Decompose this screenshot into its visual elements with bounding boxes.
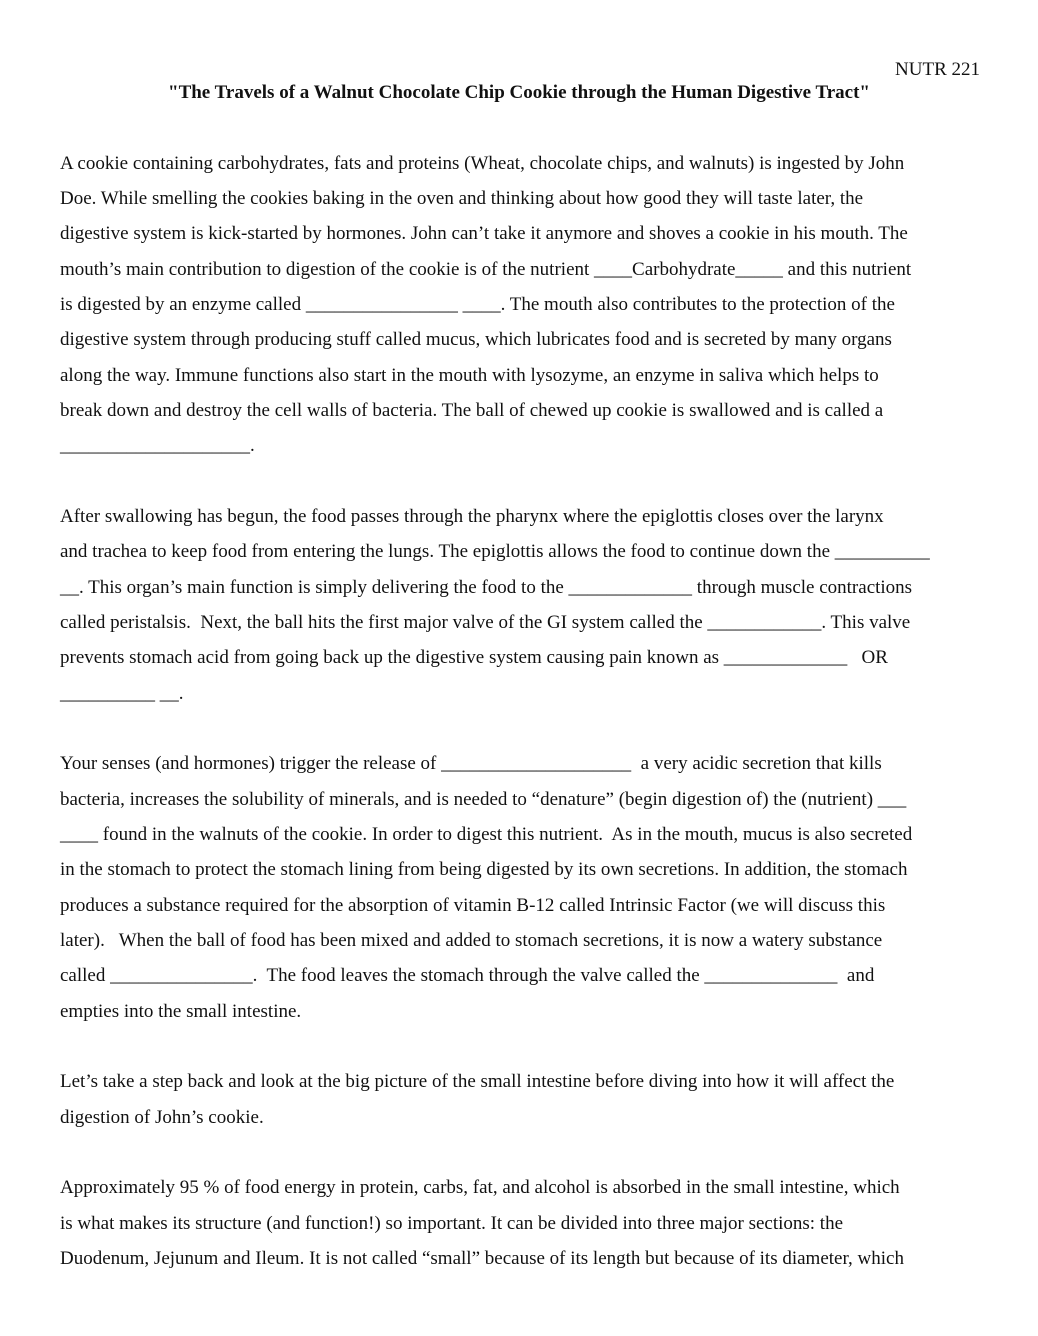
text-line: bacteria, increases the solubility of minerals, and is needed to “denature” (begin digestion of) the (nutrient) ___	[60, 789, 907, 810]
text-line: __. This organ’s main function is simply delivering the food to the _____________ through muscle contractions	[60, 577, 913, 598]
text-line: called peristalsis. Next, the ball hits the first major valve of the GI system called the ____________. This valve	[60, 612, 911, 633]
text-line: digestion of John’s cookie.	[60, 1107, 264, 1128]
text-line: along the way. Immune functions also start in the mouth with lysozyme, an enzyme in saliva which helps to	[60, 365, 879, 386]
text-line: Let’s take a step back and look at the big picture of the small intestine before diving into how it will affect the	[60, 1071, 895, 1092]
text-line: __________ __.	[60, 683, 184, 704]
text-line: called _______________. The food leaves the stomach through the valve called the ______________ and	[60, 965, 875, 986]
text-line: and trachea to keep food from entering the lungs. The epiglottis allows the food to continue down the __________	[60, 541, 930, 562]
text-line: Doe. While smelling the cookies baking in the oven and thinking about how good they will taste later, the	[60, 188, 864, 209]
text-line: digestive system is kick-started by hormones. John can’t take it anymore and shoves a cookie in his mouth. The	[60, 223, 908, 244]
text-line: later). When the ball of food has been mixed and added to stomach secretions, it is now a watery substance	[60, 930, 883, 951]
text-line: is digested by an enzyme called ________________ ____. The mouth also contributes to the protection of the	[60, 294, 895, 315]
text-line: After swallowing has begun, the food passes through the pharynx where the epiglottis closes over the larynx	[60, 506, 884, 527]
text-line: A cookie containing carbohydrates, fats and proteins (Wheat, chocolate chips, and walnuts) is ingested by John	[60, 153, 905, 174]
document-title: "The Travels of a Walnut Chocolate Chip Cookie through the Human Digestive Tract"	[168, 82, 870, 103]
text-line: in the stomach to protect the stomach lining from being digested by its own secretions. In addition, the stomach	[60, 859, 908, 880]
text-line: is what makes its structure (and function!) so important. It can be divided into three major sections: the	[60, 1213, 844, 1234]
text-line: Approximately 95 % of food energy in protein, carbs, fat, and alcohol is absorbed in the small intestine, which	[60, 1177, 900, 1198]
text-line: digestive system through producing stuff called mucus, which lubricates food and is secreted by many organs	[60, 329, 892, 350]
text-line: Duodenum, Jejunum and Ileum. It is not called “small” because of its length but because of its diameter, which	[60, 1248, 904, 1269]
text-line: Your senses (and hormones) trigger the release of ____________________ a very acidic secretion that kills	[60, 753, 882, 774]
text-line: break down and destroy the cell walls of bacteria. The ball of chewed up cookie is swallowed and is called a	[60, 400, 884, 421]
text-line: mouth’s main contribution to digestion of the cookie is of the nutrient ____Carbohydrate_____ and this nutrient	[60, 259, 912, 280]
text-line: prevents stomach acid from going back up the digestive system causing pain known as _____________ OR	[60, 647, 888, 668]
text-line: produces a substance required for the absorption of vitamin B-12 called Intrinsic Factor (we will discuss this	[60, 895, 886, 916]
text-line: empties into the small intestine.	[60, 1001, 302, 1022]
course-code: NUTR 221	[895, 59, 980, 80]
text-line: ____ found in the walnuts of the cookie. In order to digest this nutrient. As in the mouth, mucus is also secreted	[60, 824, 913, 845]
text-line: ____________________.	[60, 435, 255, 456]
